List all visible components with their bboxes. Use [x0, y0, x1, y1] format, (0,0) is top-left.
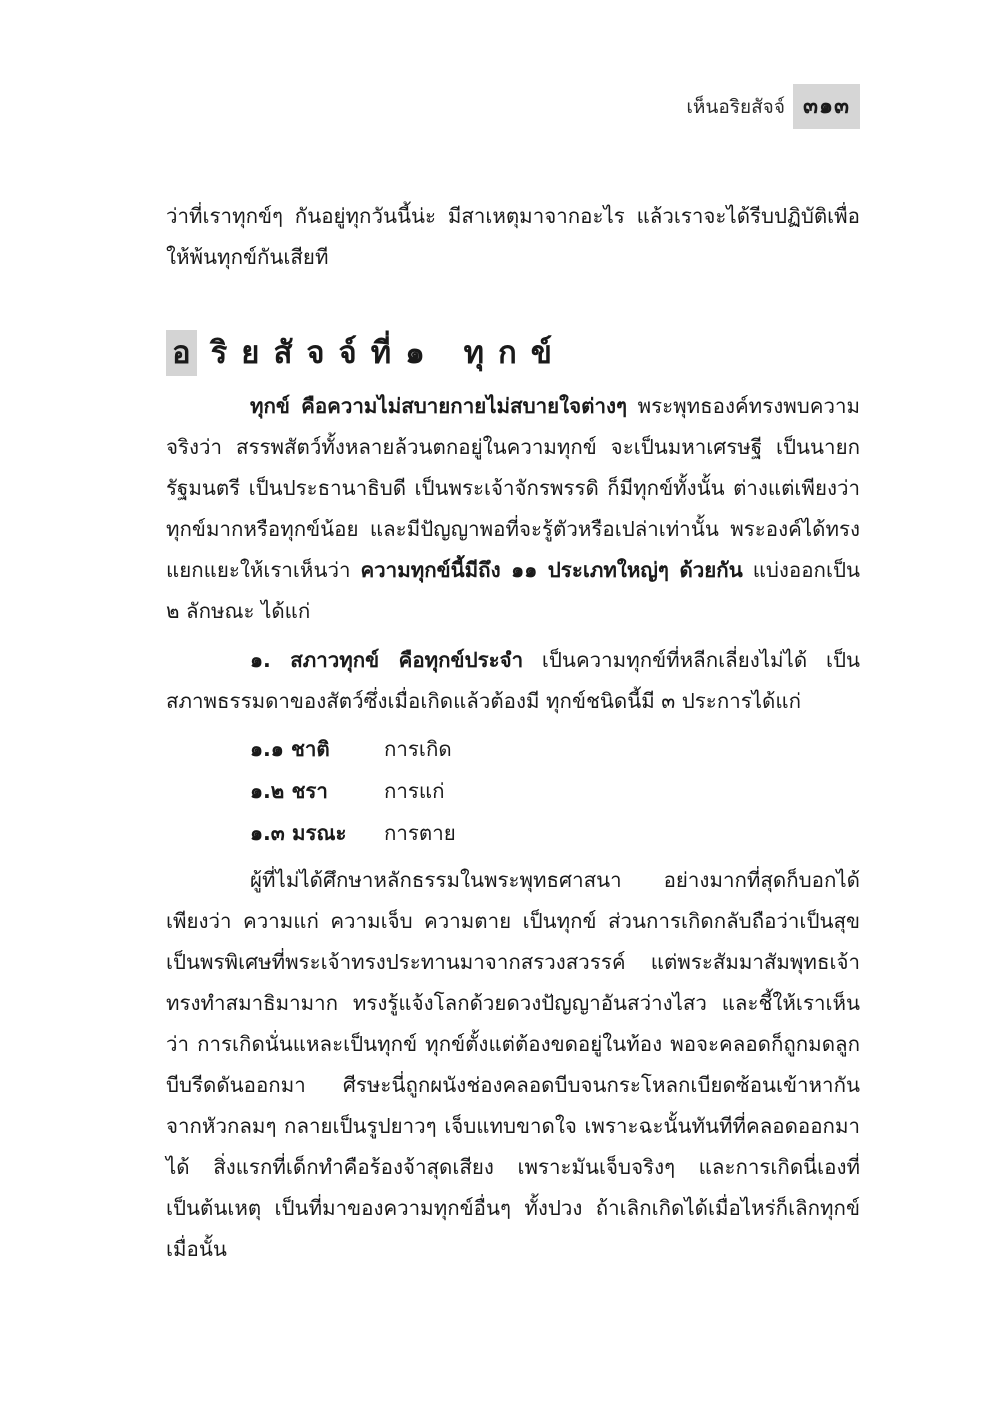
paragraph-text: แบ่งออกเป็น ๒ ลักษณะ ได้แก่ [166, 558, 860, 623]
heading-initial: อ [166, 330, 197, 376]
intro-paragraph: ว่าที่เราทุกข์ๆ กันอยู่ทุกวันนี้น่ะ มีสาเหตุมาจากอะไร แล้วเราจะได้รีบปฏิบัติเพื่อให้พ้นทุกข์กันเสียที [166, 204, 860, 269]
paragraph-text: พระพุทธองค์ทรงพบความจริงว่า สรรพสัตว์ทั้งหลายล้วนตกอยู่ในความทุกข์ จะเป็นมหาเศรษฐี เป็นนายกรัฐมนตรี เป็นประธานาธิบดี เป็นพระเจ้าจักรพรรดิ ก็มีทุกข์ทั้งนั้น ต่างแต่เพียงว่าทุกข์มากหรือทุกข์น้อย และมีปัญญาพอที่จะรู้ตัวหรือเปล่าเท่านั้น พระองค์ได้ทรงแยกแยะให้เราเห็นว่า [166, 394, 860, 582]
definition-term: ๑.๑ ชาติ [250, 737, 330, 761]
page-number: ๓๑๓ [793, 84, 860, 129]
paragraph-sabhava-dukkha [166, 640, 860, 722]
list-item [250, 770, 860, 812]
bold-emphasis: ความทุกข์นี้มีถึง ๑๑ ประเภทใหญ่ๆ ด้วยกัน [360, 558, 743, 582]
list-item [250, 812, 860, 854]
paragraph-birth-suffering: ผู้ที่ไม่ได้ศึกษาหลักธรรมในพระพุทธศาสนา อย่างมากที่สุดก็บอกได้เพียงว่า ความแก่ ความเจ็บ ความตาย เป็นทุกข์ ส่วนการเกิดกลับถือว่าเป็นสุข เป็นพรพิเศษที่พระเจ้าทรงประทานมาจากสรวงสวรรค์ แต่พระสัมมาสัมพุทธเจ้าทรงทำสมาธิมามาก ทรงรู้แจ้งโลกด้วยดวงปัญญาอันสว่างไสว และชี้ให้เราเห็นว่า การเกิดนั่นแหละเป็นทุกข์ ทุกข์ตั้งแต่ต้องขดอยู่ในท้อง พอจะคลอดก็ถูกมดลูกบีบรีดดันออกมา ศีรษะนี่ถูกผนังช่องคลอดบีบจนกระโหลกเบียดซ้อนเข้าหากัน จากหัวกลมๆ กลายเป็นรูปยาวๆ เจ็บแทบขาดใจ เพราะฉะนั้นทันทีที่คลอดออกมาได้ สิ่งแรกที่เด็กทำคือร้องจ้าสุดเสียง เพราะมันเจ็บจริงๆ และการเกิดนี่เองที่เป็นต้นเหตุ เป็นที่มาของความทุกข์อื่นๆ ทั้งปวง ถ้าเลิกเกิดได้เมื่อไหร่ก็เลิกทุกข์เมื่อนั้น [166, 868, 860, 1261]
definition-term: ๑.๓ มรณะ [250, 821, 347, 845]
bold-lead: ๑. สภาวทุกข์ คือทุกข์ประจำ [250, 648, 524, 672]
section-heading [166, 330, 860, 376]
definition-meaning: การแก่ [384, 779, 445, 803]
definition-term: ๑.๒ ชรา [250, 779, 328, 803]
definition-meaning: การตาย [384, 821, 456, 845]
heading-text: ริยสัจจ์ที่๑ ทุกข์ [210, 335, 566, 371]
paragraph-text: เป็นความทุกข์ที่หลีกเลี่ยงไม่ได้ เป็นสภาพธรรมดาของสัตว์ซึ่งเมื่อเกิดแล้วต้องมี ทุกข์ชนิดนี้มี ๓ ประการได้แก่ [166, 648, 860, 713]
page-body [166, 196, 860, 1270]
definition-list [250, 728, 860, 854]
definition-meaning: การเกิด [384, 737, 452, 761]
list-item [250, 728, 860, 770]
paragraph-dukkha-definition [166, 386, 860, 632]
running-header [686, 84, 860, 129]
bold-lead: ทุกข์ คือความไม่สบายกายไม่สบายใจต่างๆ [250, 394, 627, 418]
chapter-title: เห็นอริยสัจจ์ [686, 95, 785, 118]
